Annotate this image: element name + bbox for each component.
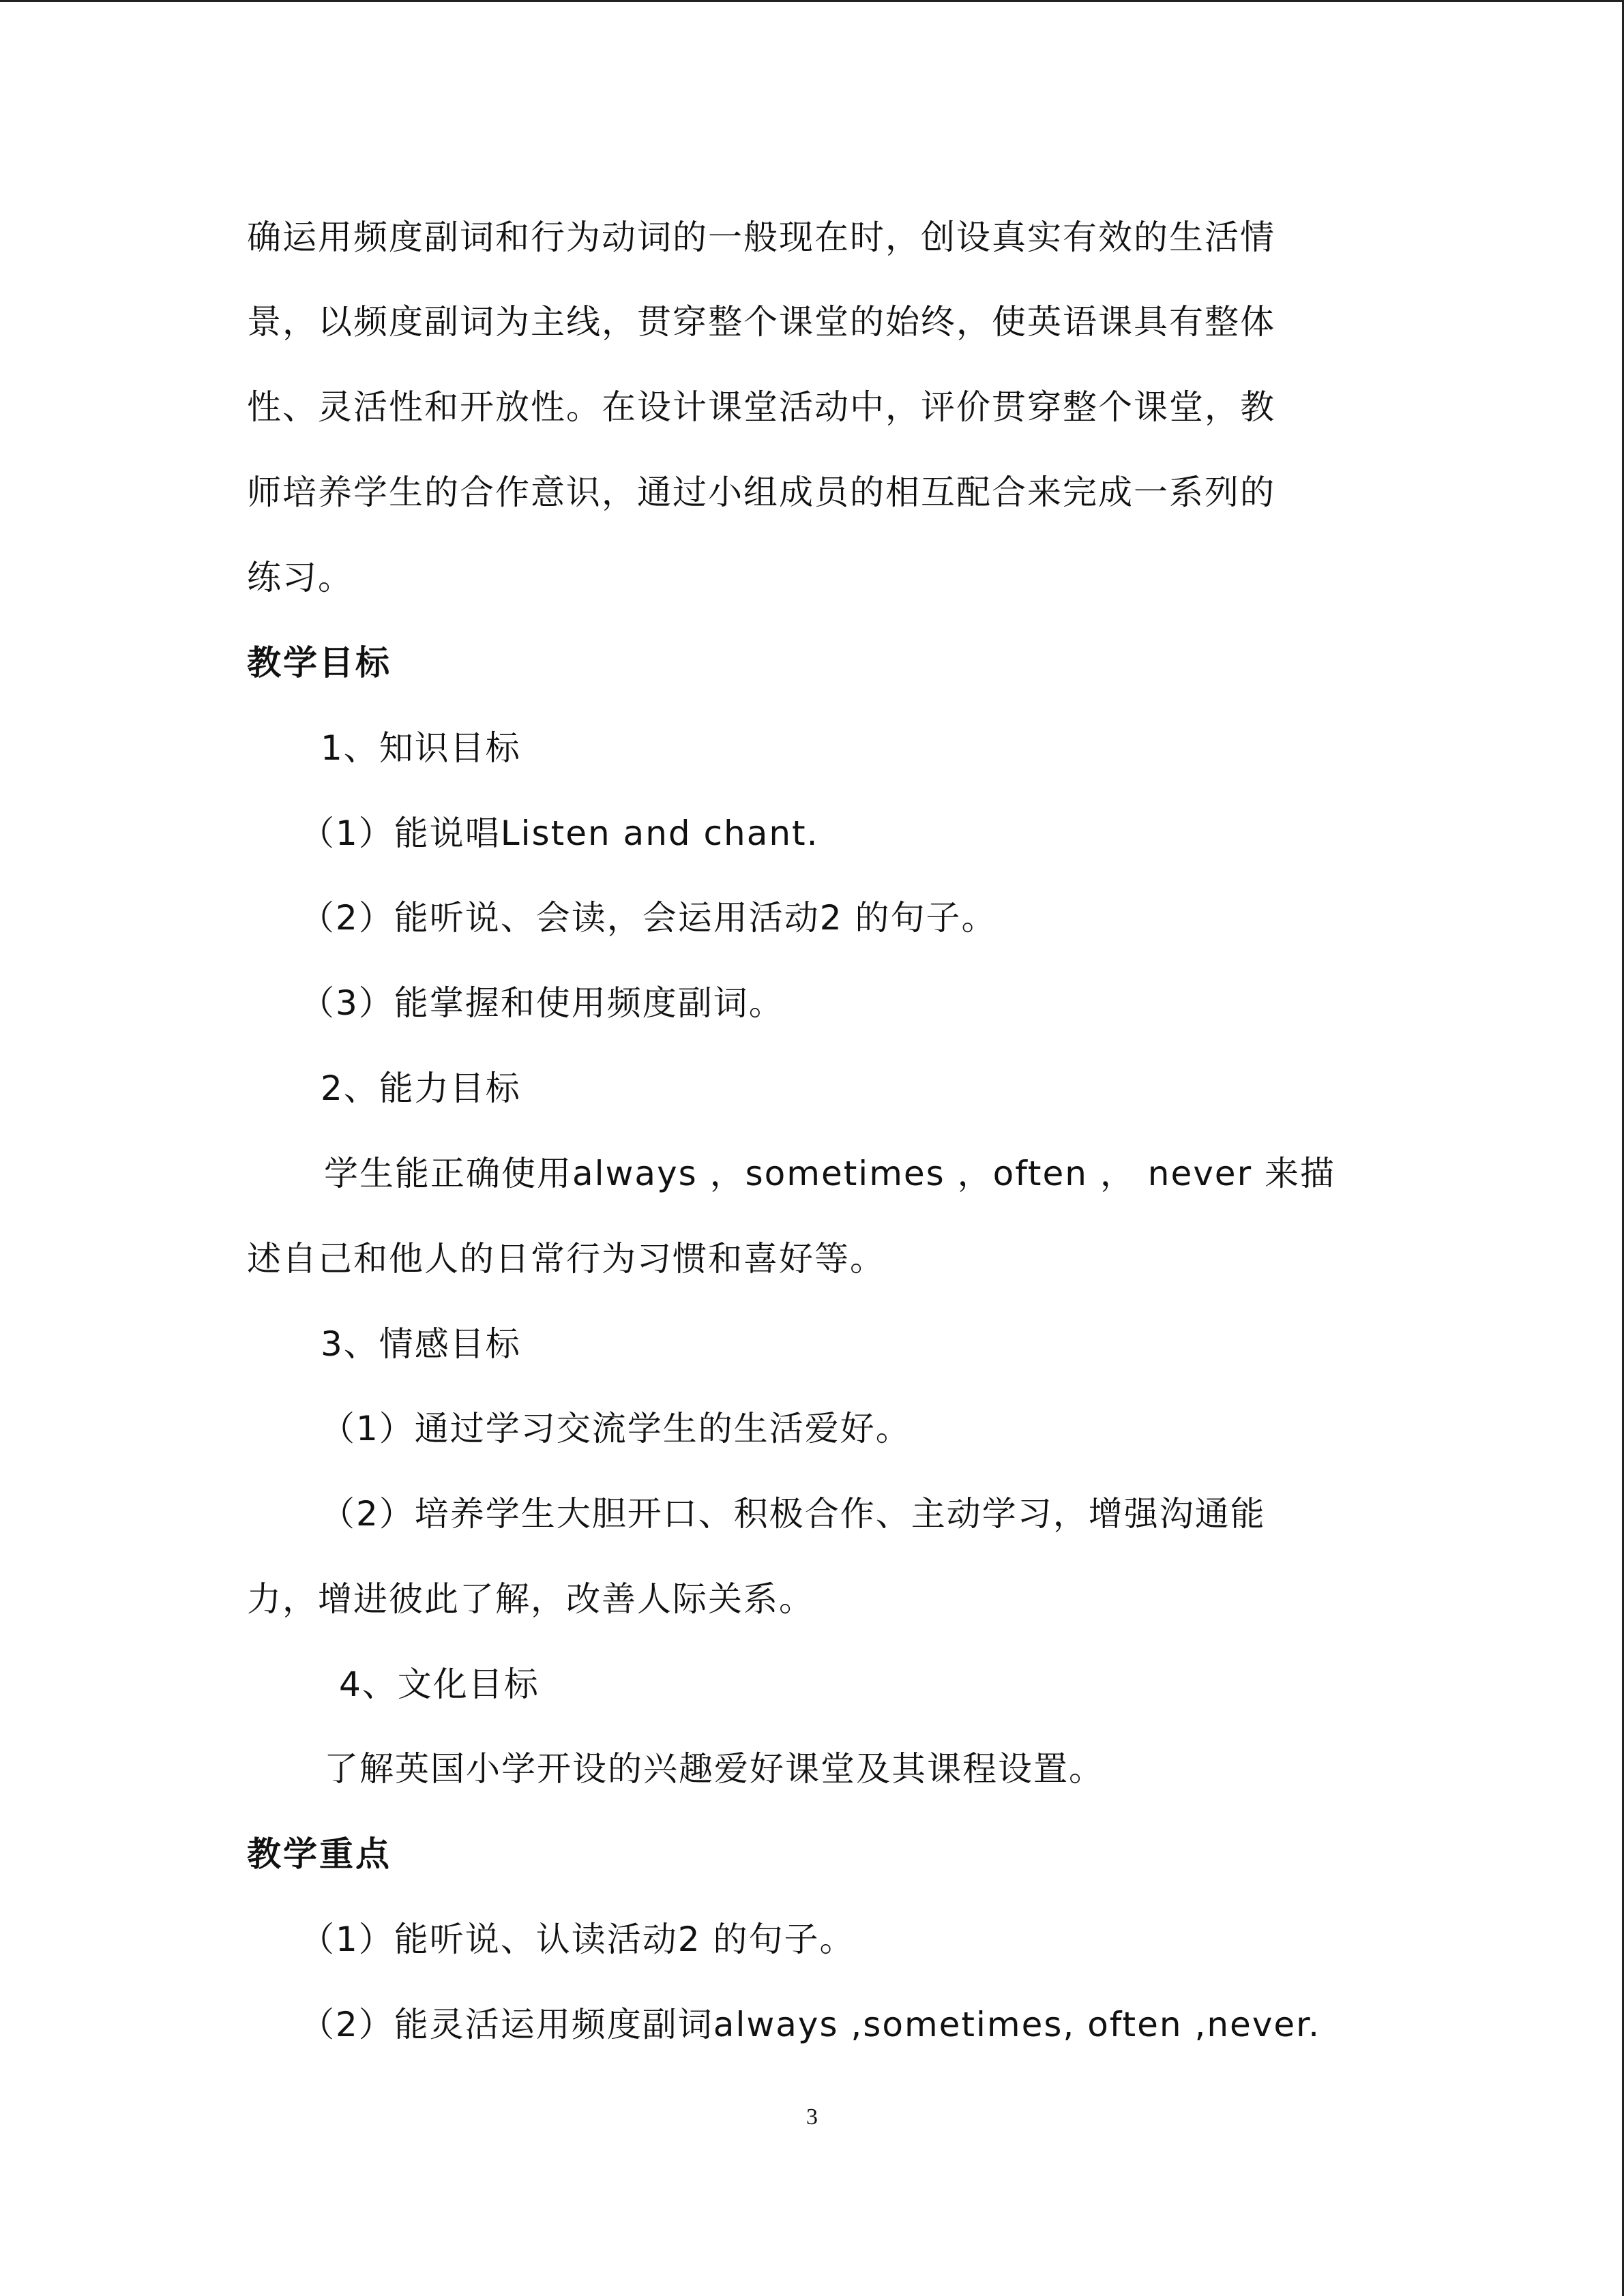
key-point-2: （2）能灵活运用频度副词always ,sometimes, often ,never. [300, 2005, 1321, 2044]
intro-line-1: 确运用频度副词和行为动词的一般现在时，创设真实有效的生活情 [247, 218, 1275, 257]
culture-objective-title: 4、文化目标 [339, 1665, 540, 1704]
page-number: 3 [806, 2104, 818, 2130]
knowledge-item-3: （3）能掌握和使用频度副词。 [300, 983, 784, 1023]
key-point-1: （1）能听说、认读活动2 的句子。 [300, 1920, 855, 1959]
emotion-item-2-line-2: 力，增进彼此了解，改善人际关系。 [247, 1579, 814, 1619]
culture-text: 了解英国小学开设的兴趣爱好课堂及其课程设置。 [324, 1749, 1104, 1789]
heading-teaching-objectives: 教学目标 [247, 643, 392, 683]
intro-line-2: 景，以频度副词为主线，贯穿整个课堂的始终，使英语课具有整体 [247, 302, 1275, 342]
emotion-objective-title: 3、情感目标 [321, 1324, 521, 1364]
intro-line-5: 练习。 [247, 558, 353, 597]
knowledge-item-2: （2）能听说、会读，会运用活动2 的句子。 [300, 898, 997, 938]
top-border-line [0, 0, 1624, 2]
intro-line-4: 师培养学生的合作意识，通过小组成员的相互配合来完成一系列的 [247, 473, 1275, 512]
emotion-item-2-line-1: （2）培养学生大胆开口、积极合作、主动学习，增强沟通能 [321, 1494, 1266, 1534]
knowledge-item-1: （1）能说唱Listen and chant. [300, 814, 819, 853]
ability-text-line-1: 学生能正确使用always ，sometimes ，often ， never 来描 [324, 1154, 1336, 1193]
emotion-item-1: （1）通过学习交流学生的生活爱好。 [321, 1409, 911, 1448]
knowledge-objective-title: 1、知识目标 [321, 728, 521, 768]
heading-teaching-key-points: 教学重点 [247, 1834, 392, 1874]
ability-objective-title: 2、能力目标 [321, 1069, 521, 1108]
intro-line-3: 性、灵活性和开放性。在设计课堂活动中，评价贯穿整个课堂，教 [247, 387, 1275, 427]
ability-text-line-2: 述自己和他人的日常行为习惯和喜好等。 [247, 1239, 885, 1279]
